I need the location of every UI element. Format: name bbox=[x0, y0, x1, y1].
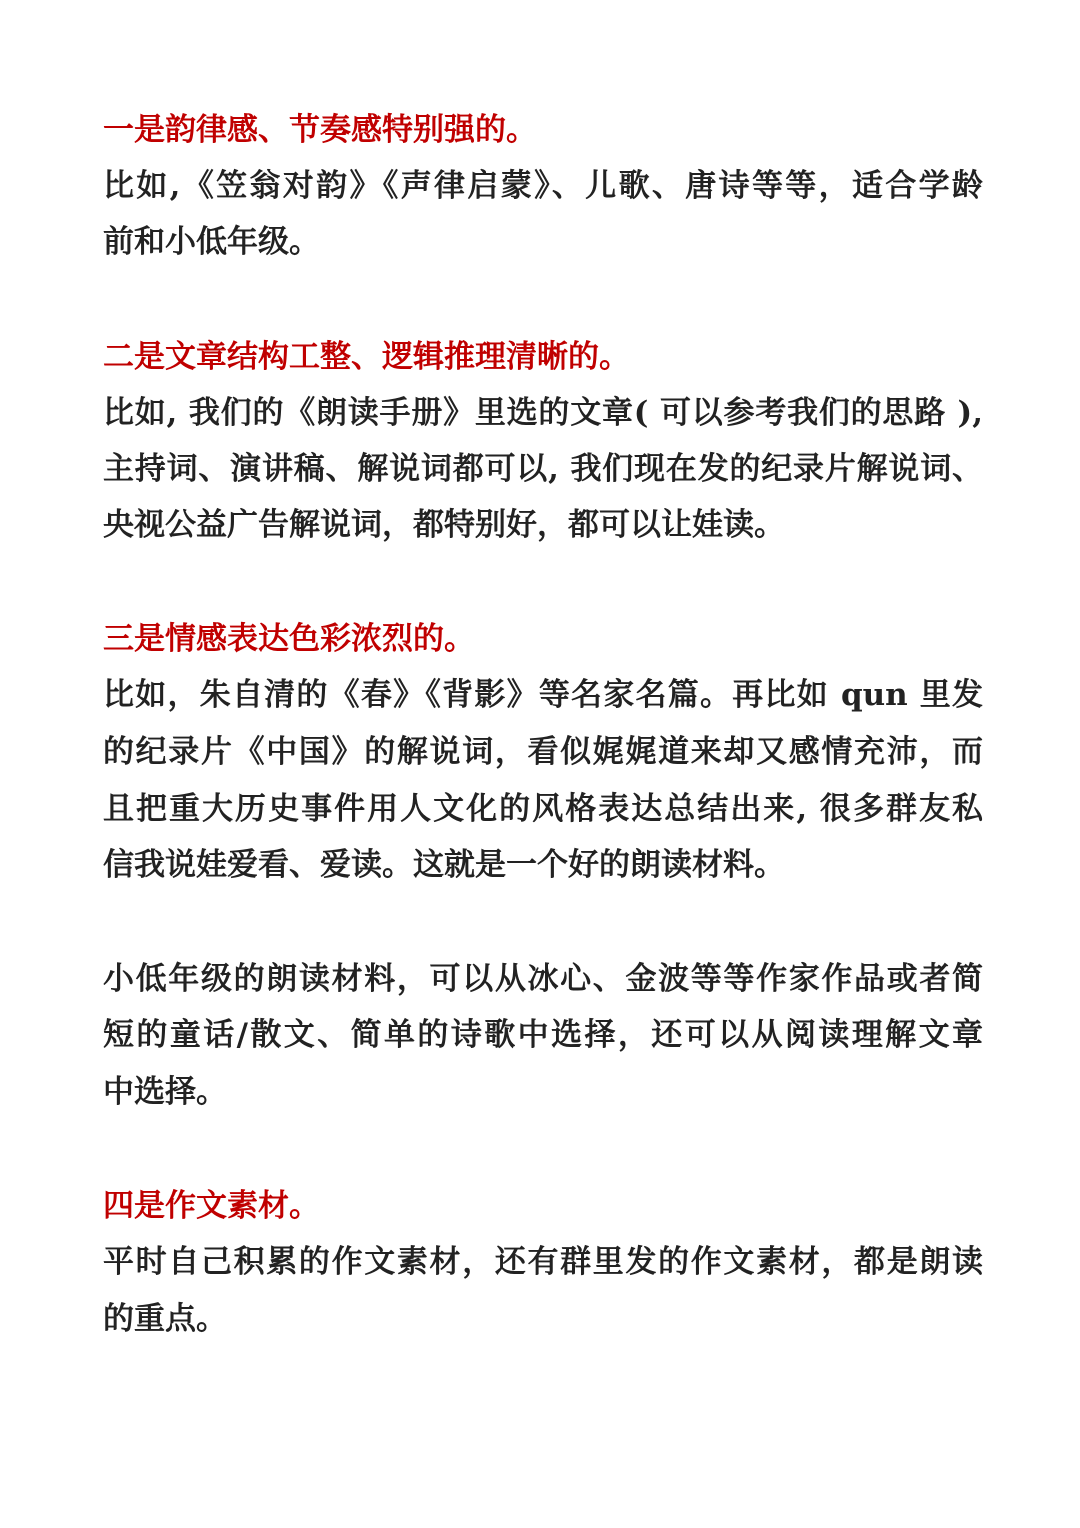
section-3-line-3: 且把重大历史事件用人文化的风格表达总结出来, 很多群友私 bbox=[103, 791, 983, 827]
section-2-heading: 二是文章结构工整、逻辑推理清晰的。 bbox=[103, 339, 630, 375]
section-1-line-1: 比如,《笠翁对韵》《声律启蒙》、儿歌、唐诗等等，适合学龄 bbox=[103, 168, 983, 204]
section-4-line-2: 的重点。 bbox=[103, 1301, 227, 1337]
section-2-line-1: 比如, 我们的《朗读手册》里选的文章( 可以参考我们的思路 ), bbox=[103, 395, 983, 431]
section-3-heading: 三是情感表达色彩浓烈的。 bbox=[103, 621, 475, 657]
section-1-heading: 一是韵律感、节奏感特别强的。 bbox=[103, 112, 537, 148]
section-3-line-1: 比如，朱自清的《春》《背影》等名家名篇。再比如 qun 里发 bbox=[103, 677, 983, 713]
low-grade-line-1: 小低年级的朗读材料，可以从冰心、金波等等作家作品或者简 bbox=[103, 961, 983, 997]
low-grade-line-2: 短的童话/散文、简单的诗歌中选择，还可以从阅读理解文章 bbox=[103, 1017, 983, 1053]
section-3-line-2: 的纪录片《中国》的解说词，看似娓娓道来却又感情充沛，而 bbox=[103, 734, 983, 770]
low-grade-line-3: 中选择。 bbox=[103, 1074, 227, 1110]
section-4-line-1: 平时自己积累的作文素材，还有群里发的作文素材，都是朗读 bbox=[103, 1244, 983, 1280]
section-2-line-3: 央视公益广告解说词，都特别好，都可以让娃读。 bbox=[103, 507, 785, 543]
section-3-line-4: 信我说娃爱看、爱读。这就是一个好的朗读材料。 bbox=[103, 847, 785, 883]
section-2-line-2: 主持词、演讲稿、解说词都可以, 我们现在发的纪录片解说词、 bbox=[103, 451, 983, 487]
section-1-line-2: 前和小低年级。 bbox=[103, 224, 320, 260]
section-4-heading: 四是作文素材。 bbox=[103, 1188, 320, 1224]
